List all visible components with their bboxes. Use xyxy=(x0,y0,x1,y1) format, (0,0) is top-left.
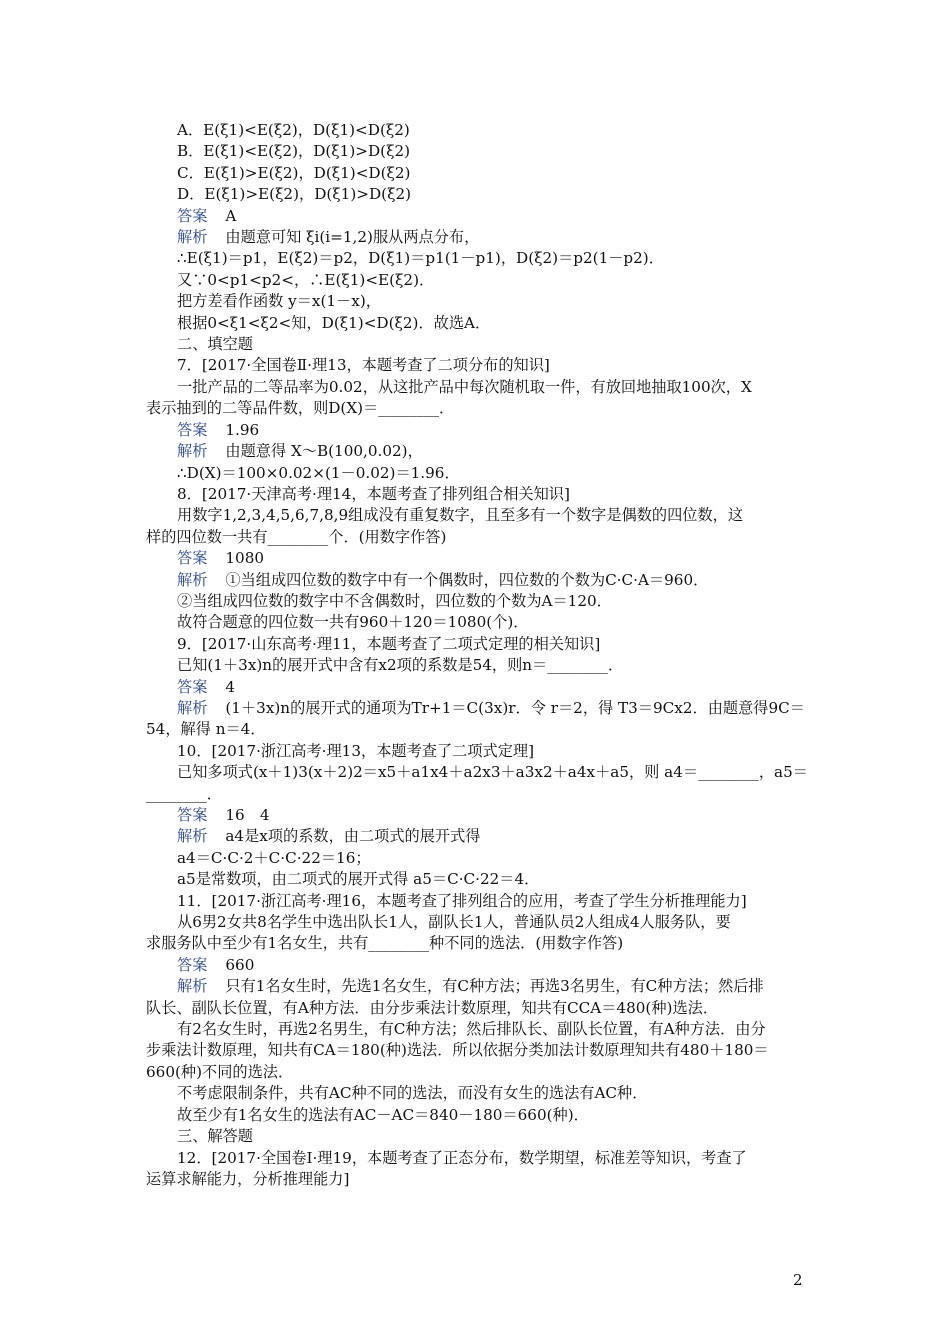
text-line xyxy=(146,570,810,591)
text-line xyxy=(146,355,810,376)
text-line xyxy=(146,441,810,462)
line-text: 有2名女生时，再选2名男生，有C种方法；然后排队长、副队长位置，有A种方法．由分 xyxy=(177,1020,766,1039)
line-text: 步乘法计数原理，知共有CA＝180(种)选法．所以依据分类加法计数原理知共有480＋180＝ xyxy=(146,1041,769,1060)
answer-label: 答案 xyxy=(177,955,208,974)
line-text: a4是x项的系数，由二项式的展开式得 xyxy=(225,827,481,846)
text-line xyxy=(146,527,810,548)
line-text: ②当组成四位数的数字中不含偶数时，四位数的个数为A＝120． xyxy=(177,591,612,610)
text-line xyxy=(146,1062,810,1083)
line-text: 只有1名女生时，先选1名女生，有C种方法；再选3名男生，有C种方法；然后排 xyxy=(225,977,764,996)
line-text: 故至少有1名女生的选法有AC－AC＝840－180＝660(种)． xyxy=(177,1105,589,1124)
line-text: 已知(1＋3x)n的展开式中含有x2项的系数是54，则n＝________． xyxy=(177,656,624,675)
answer-label: 答案 xyxy=(177,420,208,439)
text-line xyxy=(146,719,810,740)
line-text: C．E(ξ1)>E(ξ2)，D(ξ1)<D(ξ2) xyxy=(177,163,411,182)
line-text: ∴D(X)＝100×0.02×(1－0.02)＝1.96． xyxy=(177,463,460,482)
text-line xyxy=(146,313,810,334)
text-line xyxy=(146,206,810,227)
text-line xyxy=(146,548,810,569)
text-line xyxy=(146,955,810,976)
line-text: 三、解答题 xyxy=(177,1127,253,1146)
text-line xyxy=(146,612,810,633)
text-line xyxy=(146,484,810,505)
line-text: 把方差看作函数 y＝x(1－x)， xyxy=(177,292,381,311)
text-line xyxy=(146,1105,810,1126)
text-line xyxy=(146,120,810,141)
line-text: 12．[2017·全国卷Ⅰ·理19，本题考查了正态分布，数学期望，标准差等知识，考查了 xyxy=(177,1148,747,1167)
line-text: 由题意可知 ξi(i=1,2)服从两点分布， xyxy=(225,228,480,247)
text-line xyxy=(146,591,810,612)
line-text: 从6男2女共8名学生中选出队长1人，副队长1人，普通队员2人组成4人服务队，要 xyxy=(177,913,731,932)
line-text: 表示抽到的二等品件数，则D(X)＝________． xyxy=(146,399,455,418)
line-text: 二、填空题 xyxy=(177,335,253,354)
analysis-label: 解析 xyxy=(177,442,208,461)
text-line xyxy=(146,1126,810,1147)
line-text: 故符合题意的四位数一共有960＋120＝1080(个)． xyxy=(177,613,529,632)
analysis-label: 解析 xyxy=(177,698,208,717)
line-text: 9．[2017·山东高考·理11，本题考查了二项式定理的相关知识] xyxy=(177,634,601,653)
line-text: 由题意得 X～B(100,0.02)， xyxy=(225,442,423,461)
line-text: 1.96 xyxy=(225,420,260,439)
analysis-label: 解析 xyxy=(177,570,208,589)
text-line xyxy=(146,377,810,398)
text-line xyxy=(146,1083,810,1104)
text-line xyxy=(146,976,810,997)
line-text: D．E(ξ1)>E(ξ2)，D(ξ1)>D(ξ2) xyxy=(177,185,412,204)
line-text: 已知多项式(x＋1)3(x＋2)2＝x5＋a1x4＋a2x3＋a3x2＋a4x＋a5，则 a4＝________，a5＝ xyxy=(177,763,808,782)
line-text: 8．[2017·天津高考·理14，本题考查了排列组合相关知识] xyxy=(177,484,570,503)
text-line xyxy=(146,762,810,783)
line-text: 一批产品的二等品率为0.02，从这批产品中每次随机取一件，有放回地抽取100次，X xyxy=(177,377,752,396)
text-line xyxy=(146,398,810,419)
line-text: 用数字1,2,3,4,5,6,7,8,9组成没有重复数字，且至多有一个数字是偶数的四位数，这 xyxy=(177,506,744,525)
text-line xyxy=(146,784,810,805)
line-text: 10．[2017·浙江高考·理13，本题考查了二项式定理] xyxy=(177,741,534,760)
line-text: 660 xyxy=(225,955,255,974)
line-text: 不考虑限制条件，共有AC种不同的选法，而没有女生的选法有AC种． xyxy=(177,1084,648,1103)
text-line xyxy=(146,1148,810,1169)
line-text: 运算求解能力，分析推理能力] xyxy=(146,1169,350,1188)
text-line xyxy=(146,184,810,205)
line-text: 1080 xyxy=(225,549,265,568)
text-line xyxy=(146,805,810,826)
analysis-label: 解析 xyxy=(177,977,208,996)
text-line xyxy=(146,227,810,248)
analysis-label: 解析 xyxy=(177,228,208,247)
line-text: 660(种)不同的选法． xyxy=(146,1062,294,1081)
text-line xyxy=(146,1040,810,1061)
text-line xyxy=(146,912,810,933)
answer-label: 答案 xyxy=(177,206,208,225)
text-line xyxy=(146,869,810,890)
line-text: 11．[2017·浙江高考·理16，本题考查了排列组合的应用，考查了学生分析推理能力] xyxy=(177,891,747,910)
line-text: 16 4 xyxy=(225,806,270,824)
text-line xyxy=(146,291,810,312)
text-line xyxy=(146,463,810,484)
answer-label: 答案 xyxy=(177,677,208,696)
text-line xyxy=(146,248,810,269)
text-line xyxy=(146,741,810,762)
line-text: 样的四位数一共有________个．(用数字作答) xyxy=(146,527,447,546)
text-line xyxy=(146,998,810,1019)
text-line xyxy=(146,420,810,441)
line-text: (1＋3x)n的展开式的通项为Tr+1＝C(3x)r．令 r＝2，得 T3＝9Cx2．由题意得9C＝ xyxy=(225,698,805,717)
line-text: 4 xyxy=(225,677,236,696)
document-body xyxy=(146,120,810,1190)
line-text: a5是常数项，由二项式的展开式得 a5＝C·C·22＝4． xyxy=(177,870,540,889)
text-line xyxy=(146,1019,810,1040)
text-line xyxy=(146,933,810,954)
line-text: 7．[2017·全国卷Ⅱ·理13，本题考查了二项分布的知识] xyxy=(177,356,550,375)
page-number: 2 xyxy=(793,1271,803,1289)
answer-label: 答案 xyxy=(177,549,208,568)
line-text: a4＝C·C·2＋C·C·22＝16； xyxy=(177,848,371,867)
answer-label: 答案 xyxy=(177,806,208,824)
line-text: 54，解得 n＝4． xyxy=(146,720,266,739)
line-text: ①当组成四位数的数字中有一个偶数时，四位数的个数为C·C·A＝960． xyxy=(225,570,709,589)
line-text: ∴E(ξ1)＝p1，E(ξ2)＝p2，D(ξ1)＝p1(1－p1)，D(ξ2)＝p2(1－p2)． xyxy=(177,249,664,268)
line-text: 求服务队中至少有1名女生，共有________种不同的选法．(用数字作答) xyxy=(146,934,624,953)
text-line xyxy=(146,677,810,698)
text-line xyxy=(146,891,810,912)
text-line xyxy=(146,334,810,355)
line-text: 根据0<ξ1<ξ2<知，D(ξ1)<D(ξ2)．故选A． xyxy=(177,313,491,332)
line-text: 又∵0<p1<p2<，∴E(ξ1)<E(ξ2)． xyxy=(177,270,435,289)
text-line xyxy=(146,655,810,676)
line-text: A xyxy=(225,206,237,225)
line-text: 队长、副队长位置，有A种方法．由分步乘法计数原理，知共有CCA＝480(种)选法． xyxy=(146,998,719,1017)
text-line xyxy=(146,1169,810,1190)
line-text: A．E(ξ1)<E(ξ2)，D(ξ1)<D(ξ2) xyxy=(177,121,410,139)
text-line xyxy=(146,634,810,655)
text-line xyxy=(146,698,810,719)
text-line xyxy=(146,826,810,847)
text-line xyxy=(146,270,810,291)
analysis-label: 解析 xyxy=(177,827,208,846)
text-line xyxy=(146,505,810,526)
line-text: B．E(ξ1)<E(ξ2)，D(ξ1)>D(ξ2) xyxy=(177,142,411,161)
text-line xyxy=(146,163,810,184)
line-text: ________． xyxy=(146,784,222,803)
text-line xyxy=(146,848,810,869)
text-line xyxy=(146,141,810,162)
